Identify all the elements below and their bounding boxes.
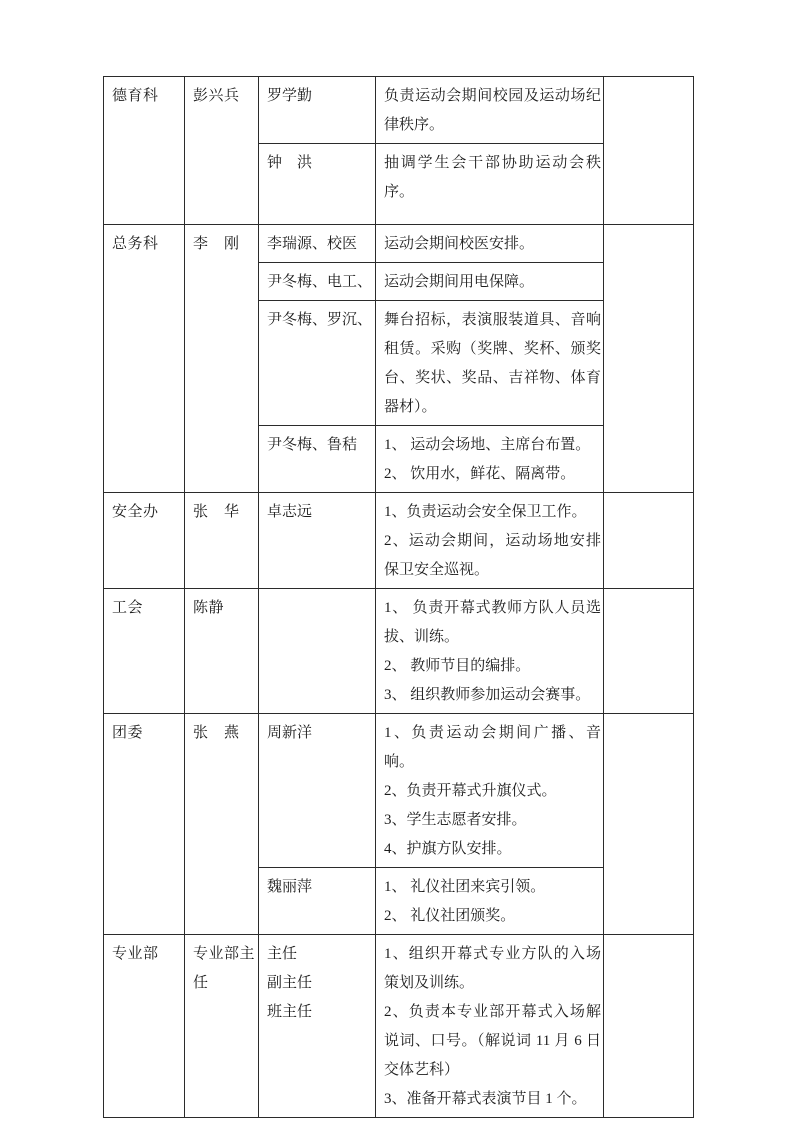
duty-item: 运动会期间用电保障。 [384, 274, 535, 290]
person-name: 李瑞源、校医 [267, 236, 358, 252]
leader-cell: 张 燕 [185, 714, 259, 935]
remark-cell [604, 589, 694, 714]
duties-cell [376, 263, 604, 301]
duties-cell [376, 493, 604, 589]
department-cell: 德育科 [104, 77, 185, 225]
remark-cell [604, 77, 694, 225]
department-cell: 工会 [104, 589, 185, 714]
duty-item: 2、运动会期间，运动场地安排保卫安全巡视。 [384, 533, 601, 578]
remark-cell [604, 935, 694, 1118]
duties-cell [376, 225, 604, 263]
person-cell [259, 589, 376, 714]
person-cell [259, 301, 376, 426]
person-name: 主任 [267, 946, 298, 962]
person-name: 罗学勤 [267, 88, 313, 104]
person-cell [259, 144, 376, 225]
leader-cell: 李 刚 [185, 225, 259, 493]
department-cell: 安全办 [104, 493, 185, 589]
person-cell [259, 935, 376, 1118]
duties-cell [376, 868, 604, 935]
person-cell [259, 714, 376, 868]
person-cell [259, 225, 376, 263]
person-name: 周新洋 [267, 725, 313, 741]
leader-cell: 专业部主任 [185, 935, 259, 1118]
duty-item: 1、 礼仪社团来宾引领。 [384, 879, 546, 895]
person-name: 班主任 [267, 1004, 313, 1020]
department-cell: 总务科 [104, 225, 185, 493]
remark-cell [604, 714, 694, 935]
duties-cell [376, 301, 604, 426]
duties-cell [376, 426, 604, 493]
duty-item: 运动会期间校医安排。 [384, 236, 535, 252]
table-row [104, 493, 694, 589]
duties-cell [376, 935, 604, 1118]
duty-item: 2、 礼仪社团颁奖。 [384, 908, 516, 924]
leader-cell: 张 华 [185, 493, 259, 589]
duties-cell [376, 589, 604, 714]
duty-item: 1、组织开幕式专业方队的入场策划及训练。 [384, 946, 601, 991]
department-cell: 团委 [104, 714, 185, 935]
duty-item: 1、负责运动会安全保卫工作。 [384, 504, 587, 520]
remark-cell [604, 493, 694, 589]
duty-item: 4、护旗方队安排。 [384, 841, 512, 857]
person-name: 副主任 [267, 975, 313, 991]
department-cell: 专业部 [104, 935, 185, 1118]
leader-cell: 陈静 [185, 589, 259, 714]
duty-item: 3、 组织教师参加运动会赛事。 [384, 687, 591, 703]
duty-item: 舞台招标，表演服装道具、音响租赁。采购（奖牌、奖杯、颁奖台、奖状、奖品、吉祥物、体育器材）。 [384, 312, 601, 415]
person-name: 尹冬梅、鲁秸 [267, 437, 358, 453]
person-name: 魏丽萍 [267, 879, 313, 895]
person-name: 尹冬梅、罗沉、 [267, 312, 373, 328]
person-name: 卓志远 [267, 504, 313, 520]
duty-item: 1、 运动会场地、主席台布置。 [384, 437, 591, 453]
duties-cell [376, 144, 604, 225]
duty-assignment-table [103, 76, 694, 1118]
duty-item: 2、 教师节目的编排。 [384, 658, 531, 674]
person-name: 尹冬梅、电工、 [267, 274, 373, 290]
duty-item: 3、学生志愿者安排。 [384, 812, 527, 828]
duty-item: 2、 饮用水，鲜花、隔离带。 [384, 466, 576, 482]
table-row [104, 589, 694, 714]
person-cell [259, 426, 376, 493]
duty-item: 2、负责开幕式升旗仪式。 [384, 783, 557, 799]
person-cell [259, 493, 376, 589]
duty-item: 2、负责本专业部开幕式入场解说词、口号。（解说词 11 月 6 日交体艺科） [384, 1004, 601, 1078]
person-name: 钟 洪 [267, 155, 313, 171]
table-row [104, 935, 694, 1118]
duty-item: 3、准备开幕式表演节目 1 个。 [384, 1091, 587, 1107]
duty-item: 1、 负责开幕式教师方队人员选拔、训练。 [384, 600, 601, 645]
table-row [104, 77, 694, 144]
duties-cell [376, 714, 604, 868]
person-cell [259, 77, 376, 144]
person-cell [259, 263, 376, 301]
table-row [104, 714, 694, 868]
duties-cell [376, 77, 604, 144]
leader-cell: 彭兴兵 [185, 77, 259, 225]
duty-item: 1、负责运动会期间广播、音响。 [384, 725, 601, 770]
remark-cell [604, 225, 694, 493]
duty-table-body [104, 77, 694, 1118]
duty-item: 抽调学生会干部协助运动会秩序。 [384, 155, 601, 200]
duty-item: 负责运动会期间校园及运动场纪律秩序。 [384, 88, 601, 133]
person-cell [259, 868, 376, 935]
table-row [104, 225, 694, 263]
